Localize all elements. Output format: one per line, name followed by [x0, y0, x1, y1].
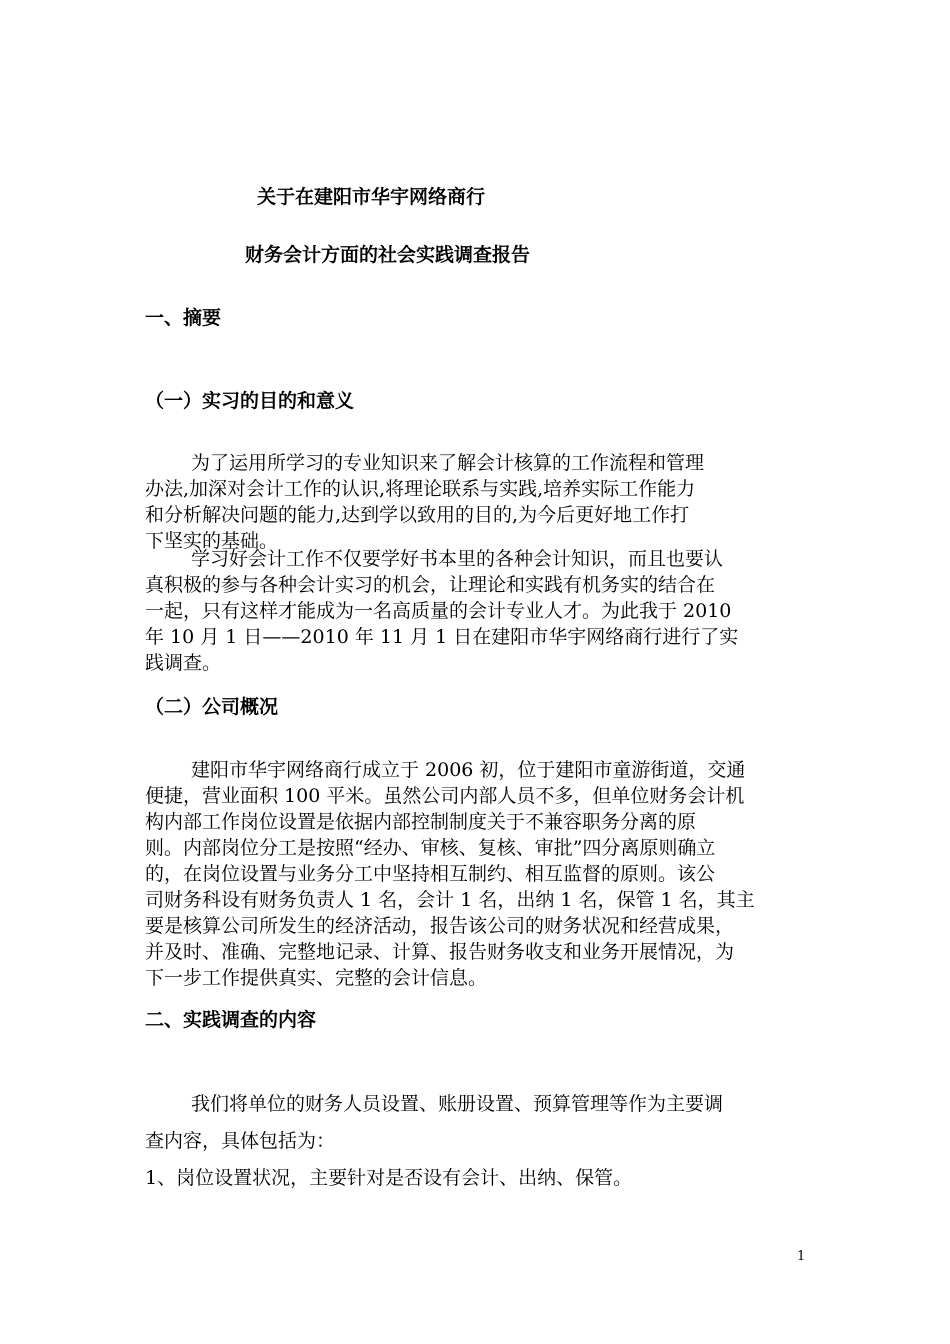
subsection-heading-company: （二）公司概况 [145, 696, 279, 718]
title-line-1: 关于在建阳市华宇网络商行 [257, 186, 486, 208]
title-line-2: 财务会计方面的社会实践调查报告 [245, 244, 531, 266]
paragraph-line: 要是核算公司所发生的经济活动，报告该公司的财务状况和经营成果， [145, 915, 735, 937]
section-heading-abstract: 一、摘要 [145, 307, 222, 329]
paragraph-line: 的，在岗位设置与业务分工中坚持相互制约、相互监督的原则。该公 [145, 863, 716, 885]
section-heading-content: 二、实践调查的内容 [145, 1009, 317, 1031]
paragraph-line: 和分析解决问题的能力,达到学以致用的目的,为今后更好地工作打 [145, 504, 690, 526]
paragraph-line: 办法,加深对会计工作的认识,将理论联系与实践,培养实际工作能力 [145, 478, 696, 500]
page-number: 1 [797, 1249, 806, 1264]
paragraph-purpose [145, 450, 810, 554]
paragraph-line: 构内部工作岗位设置是依据内部控制制度关于不兼容职务分离的原 [145, 811, 697, 833]
paragraph-line: 下坚实的基础。 [145, 530, 279, 552]
paragraph-line: 践调查。 [145, 652, 222, 674]
paragraph-company [145, 757, 810, 991]
paragraph-study [145, 546, 810, 676]
paragraph-line: 年 10 月 1 日——2010 年 11 月 1 日在建阳市华宇网络商行进行了实 [145, 626, 739, 648]
subsection-heading-purpose: （一）实习的目的和意义 [145, 390, 355, 412]
paragraph-line: 一起，只有这样才能成为一名高质量的会计专业人才。为此我于 2010 [145, 600, 732, 622]
paragraph-content-line-1: 我们将单位的财务人员设置、账册设置、预算管理等作为主要调 [191, 1093, 724, 1115]
paragraph-line: 便捷，营业面积 100 平米。虽然公司内部人员不多，但单位财务会计机 [145, 785, 745, 807]
paragraph-line: 学习好会计工作不仅要学好书本里的各种会计知识，而且也要认 [191, 548, 724, 570]
paragraph-line: 为了运用所学习的专业知识来了解会计核算的工作流程和管理 [191, 452, 705, 474]
list-item-1: 1、岗位设置状况，主要针对是否设有会计、出纳、保管。 [145, 1167, 633, 1189]
paragraph-content-line-2: 查内容，具体包括为： [145, 1130, 336, 1152]
paragraph-line: 则。内部岗位分工是按照“经办、审核、复核、审批”四分离原则确立 [145, 837, 716, 859]
paragraph-line: 并及时、准确、完整地记录、计算、报告财务收支和业务开展情况，为 [145, 941, 735, 963]
paragraph-line: 真积极的参与各种会计实习的机会，让理论和实践有机务实的结合在 [145, 574, 716, 596]
paragraph-line: 建阳市华宇网络商行成立于 2006 初，位于建阳市童游街道，交通 [191, 759, 746, 781]
paragraph-line: 司财务科设有财务负责人 1 名，会计 1 名，出纳 1 名，保管 1 名，其主 [145, 889, 755, 911]
paragraph-line: 下一步工作提供真实、完整的会计信息。 [145, 967, 488, 989]
